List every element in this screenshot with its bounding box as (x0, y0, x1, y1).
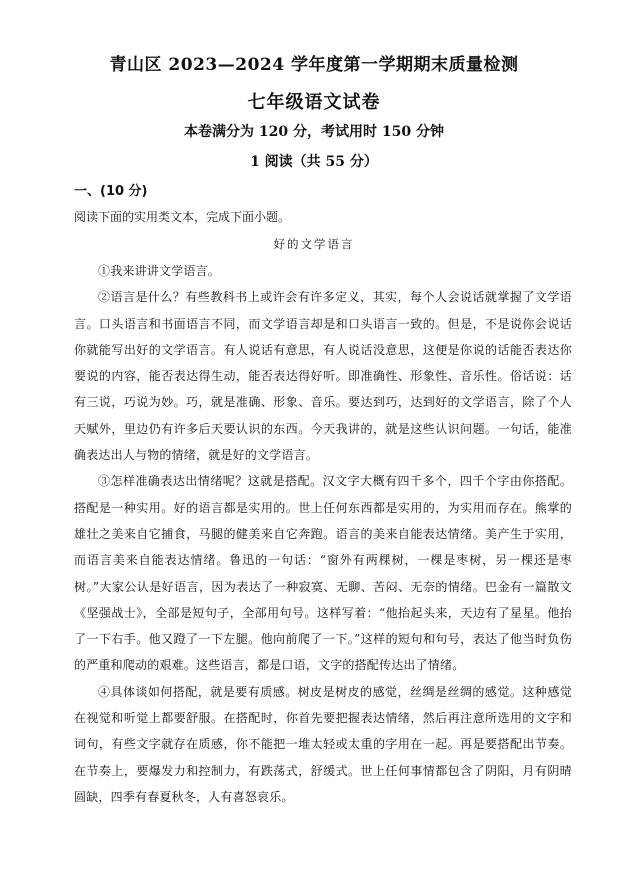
article-paragraph-1: ①我来讲讲文学语言。 (98, 264, 221, 278)
exam-score-time: 本卷满分为 120 分，考试用时 150 分钟 (184, 124, 444, 140)
exam-subject-title: 七年级语文试卷 (247, 92, 381, 113)
article-title: 好的文学语言 (273, 237, 355, 251)
exam-title: 青山区 2023—2024 学年度第一学期期末质量检测 (109, 55, 519, 75)
section-instruction: 阅读下面的实用类文本，完成下面小题。 (74, 210, 291, 224)
article-paragraph-4: ④具体谈如何搭配，就是要有质感。树皮是树皮的感觉，丝绸是丝绸的感觉。这种感觉在视觉和听觉上都要舒服。在搭配时，你首先要把握表达情绪，然后再注意所选用的文字和词句，有些文字就存在质感，你不能把一堆太轻或太重的字用在一起。再是要搭配出节奏。在节奏上，要爆发力和控制力，有跌荡式，舒缓式。世上任何事情都包含了阴阳，月有阴晴圆缺，四季有春夏秋冬，人有喜怒哀乐。 (74, 684, 572, 804)
article-body (74, 258, 572, 810)
part-heading: 1 阅读（共 55 分） (250, 154, 378, 170)
article-paragraph-3: ③怎样准确表达出情绪呢？这就是搭配。汉文字大概有四千多个，四千个字由你搭配。搭配是一种实用。好的语言都是实用的。世上任何东西都是实用的，为实用而存在。熊掌的雄壮之美来自它捕食，马腿的健美来自它奔跑。语言的美来自能表达情绪。美产生于实用，而语言美来自能表达情绪。鲁迅的一句话：“窗外有两棵树，一棵是枣树，另一棵还是枣树。”大家公认是好语言，因为表达了一种寂寞、无聊、苦闷、无奈的情绪。巴金有一篇散文《坚强战士》，全部是短句子，全部用句号。这样写着：“他抬起头来，天边有了星星。他抬了一下右手。他又蹬了一下左腿。他向前爬了一下。”这样的短句和句号，表达了他当时负伤的严重和爬动的艰难。这些语言，都是口语，文字的搭配传达出了情绪。 (74, 474, 572, 673)
article-paragraph-2: ②语言是什么？有些教科书上或许会有许多定义，其实，每个人会说话就掌握了文学语言。口头语言和书面语言不同，而文学语言却是和口头语言一致的。但是，不是说你会说话你就能写出好的文学语言。有人说话有意思，有人说话没意思，这便是你说的话能否表达你要说的内容，能否表达得生动，能否表达得好听。即准确性、形象性、音乐性。俗话说：话有三说，巧说为妙。巧，就是准确、形象、音乐。要达到巧，达到好的文学语言，除了个人天赋外，里边仍有许多后天要认识的东西。今天我讲的，就是这些认识问题。一句话，能准确表达出人与物的情绪，就是好的文学语言。 (74, 290, 572, 463)
section-heading: 一、(10 分) (74, 184, 148, 199)
